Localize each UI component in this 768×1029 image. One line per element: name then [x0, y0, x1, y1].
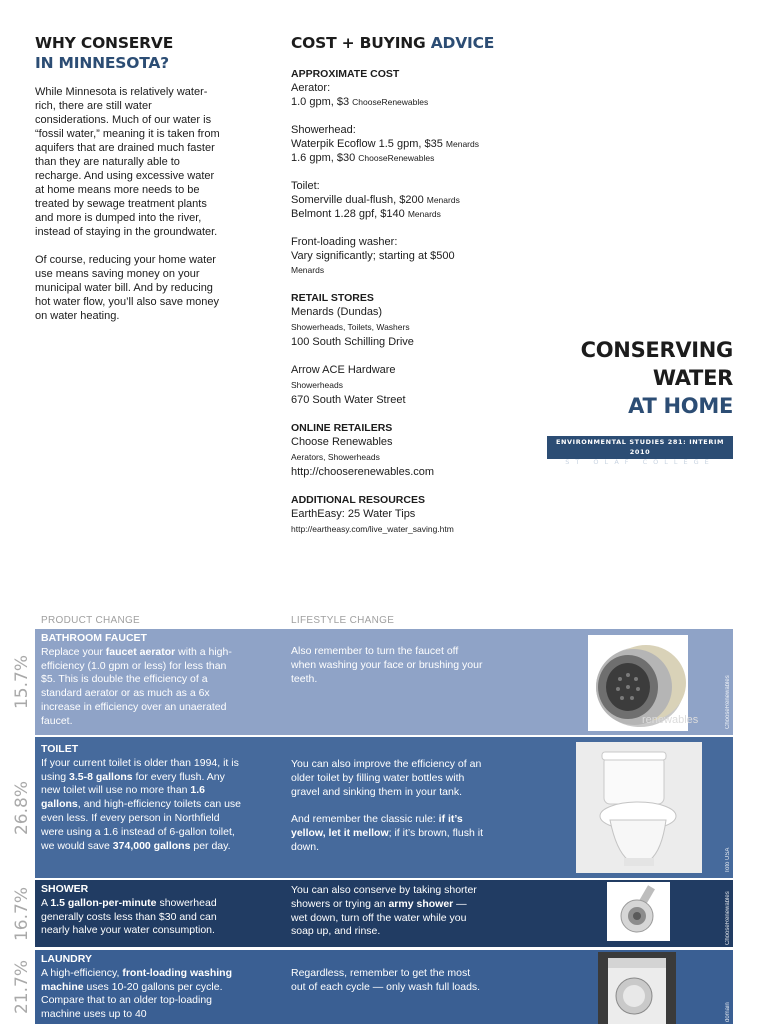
toilet-source-1: Menards	[426, 195, 460, 205]
showerhead-label: Showerhead:	[291, 124, 356, 136]
store1-address: 100 South Schilling Drive	[291, 336, 414, 348]
row-laundry	[12, 950, 733, 1024]
product-change-text: LAUNDRY A high-efficiency, front-loading washing machine uses 10-20 gallons per cycle. Compare that to an older top-loading machine uses up to 40	[41, 953, 241, 1022]
course-badge	[547, 436, 733, 466]
title-line1: CONSERVING	[580, 338, 733, 362]
showerhead-price-1: Waterpik Ecoflow 1.5 gpm, $35	[291, 138, 443, 150]
lifestyle-change-text: Also remember to turn the faucet off when washing your face or brushing your teeth.	[291, 645, 483, 685]
online-retailers-heading: ONLINE RETAILERS	[291, 422, 393, 434]
showerhead-entry	[291, 123, 521, 165]
photo-credit: Toto USA	[725, 847, 731, 873]
lifestyle-change-text: You can also conserve by taking shorter showers or trying an army shower — wet down, turn off the water while you soap up, and rinse.	[291, 884, 477, 938]
lifestyle-change-label: LIFESTYLE CHANGE	[291, 615, 395, 626]
row-bathroom-faucet	[12, 629, 733, 735]
why-heading-line1: WHY CONSERVE	[35, 34, 174, 52]
lifestyle-change-text: You can also improve the efficiency of an older toilet by filling water bottles with gravel and sinking them in your tank. And remember the classic rule: if it’s yellow, let it mellow; if it’s brown, flush it down.	[291, 758, 483, 853]
faucet-aerator-photo	[588, 635, 699, 731]
aerator-entry	[291, 81, 521, 109]
product-change-text: BATHROOM FAUCET Replace your faucet aerator with a high-efficiency (1.0 gpm or less) for less than $5. This is double the efficiency of a standard aerator or as much as a 6x increase in efficiency over an unaerated faucet.	[41, 632, 241, 729]
washer-label: Front-loading washer:	[291, 236, 398, 248]
row-title: SHOWER	[41, 883, 89, 895]
row-title: LAUNDRY	[41, 953, 92, 965]
additional-url[interactable]: http://eartheasy.com/live_water_saving.htm	[291, 524, 454, 534]
approx-cost-heading: APPROXIMATE COST	[291, 68, 400, 80]
why-conserve-section	[35, 33, 225, 323]
why-heading-line2: IN MINNESOTA?	[35, 54, 169, 72]
cost-advice-section	[291, 33, 521, 537]
showerhead-price-2: 1.6 gpm, $30	[291, 152, 356, 164]
online-retailer	[291, 435, 521, 479]
row-percent: 26.8%	[12, 780, 32, 835]
photo-credit: domain	[725, 1002, 731, 1022]
washer-source: Menards	[291, 265, 325, 275]
additional-resources-heading: ADDITIONAL RESOURCES	[291, 494, 425, 506]
toilet-source-2: Menards	[407, 209, 441, 219]
showerhead-source-1: Menards	[445, 139, 479, 149]
toilet-entry	[291, 179, 521, 221]
title-line2: WATER	[652, 366, 733, 390]
online-items: Aerators, Showerheads	[291, 452, 380, 462]
store-menards	[291, 305, 521, 349]
online-url[interactable]: http://chooserenewables.com	[291, 466, 435, 478]
washer-entry	[291, 235, 521, 277]
showerhead-photo	[607, 882, 670, 941]
store1-name: Menards (Dundas)	[291, 306, 383, 318]
washer-price: Vary significantly; starting at $500	[291, 250, 455, 262]
aerator-source: ChooseRenewables	[352, 97, 429, 107]
why-paragraph-2: Of course, reducing your home water use means saving money on your municipal water bill. And by reducing hot water flow, you’ll also save money on water heating.	[35, 254, 220, 322]
online-name: Choose Renewables	[291, 436, 393, 448]
toilet-price-2: Belmont 1.28 gpf, $140	[291, 208, 405, 220]
cost-heading	[291, 33, 521, 53]
course-name: ENVIRONMENTAL STUDIES 281: INTERIM 2010	[555, 438, 725, 456]
row-percent: 16.7%	[12, 886, 32, 941]
store2-address: 670 South Water Street	[291, 394, 406, 406]
lifestyle-change-text: Regardless, remember to get the most out of each cycle — only wash full loads.	[291, 967, 481, 993]
watermark-text: renewables	[642, 714, 699, 726]
photo-credit: ChooseRenewables	[725, 675, 731, 729]
additional-name: EarthEasy: 25 Water Tips	[291, 508, 416, 520]
cost-heading-accent: ADVICE	[430, 34, 495, 52]
why-paragraph-1: While Minnesota is relatively water-rich, there are still water considerations. Much of our water is “fossil water,” meaning it is taken from aquifers that are drained much faster than they are naturally able to recharge. And using excessive water at home means more needs to be treated by sewage treatment plants and more is dumped into the river, instead of staying in the groundwater.	[35, 86, 220, 238]
additional-resource	[291, 507, 521, 537]
store2-items: Showerheads	[291, 380, 343, 390]
title-line3: AT HOME	[628, 394, 733, 418]
row-shower	[12, 880, 733, 947]
college-name: ST OLAF COLLEGE	[565, 458, 715, 466]
aerator-price: 1.0 gpm, $3	[291, 96, 350, 108]
toilet-photo	[576, 742, 702, 873]
photo-credit: ChooseRenewables	[725, 891, 731, 945]
product-change-text: SHOWER A 1.5 gallon-per-minute showerhead generally costs less than $30 and can nearly halve your water consumption.	[41, 883, 241, 938]
retail-stores-heading: RETAIL STORES	[291, 292, 374, 304]
product-change-label: PRODUCT CHANGE	[41, 615, 141, 626]
document-title	[581, 336, 733, 420]
toilet-price-1: Somerville dual-flush, $200	[291, 194, 424, 206]
row-percent: 15.7%	[12, 654, 32, 710]
row-percent: 21.7%	[12, 959, 32, 1015]
showerhead-source-2: ChooseRenewables	[358, 153, 435, 163]
aerator-label: Aerator:	[291, 82, 331, 94]
washing-machine-photo	[598, 952, 676, 1024]
toilet-label: Toilet:	[291, 180, 320, 192]
row-title: TOILET	[41, 743, 79, 755]
why-heading	[35, 33, 225, 73]
row-toilet	[12, 737, 733, 878]
store-ace	[291, 363, 521, 407]
row-title: BATHROOM FAUCET	[41, 632, 147, 644]
store1-items: Showerheads, Toilets, Washers	[291, 322, 410, 332]
store2-name: Arrow ACE Hardware	[291, 364, 396, 376]
cost-heading-main: COST + BUYING	[291, 34, 426, 52]
product-change-text: TOILET If your current toilet is older than 1994, it is using 3.5-8 gallons for every flush. Any new toilet will use no more than 1.6 gallons, and high-efficiency toilets can use even less. If every person in Northfield were using a 1.6 instead of 6-gallon toilet, we would save 374,000 gallons per day.	[41, 743, 242, 852]
